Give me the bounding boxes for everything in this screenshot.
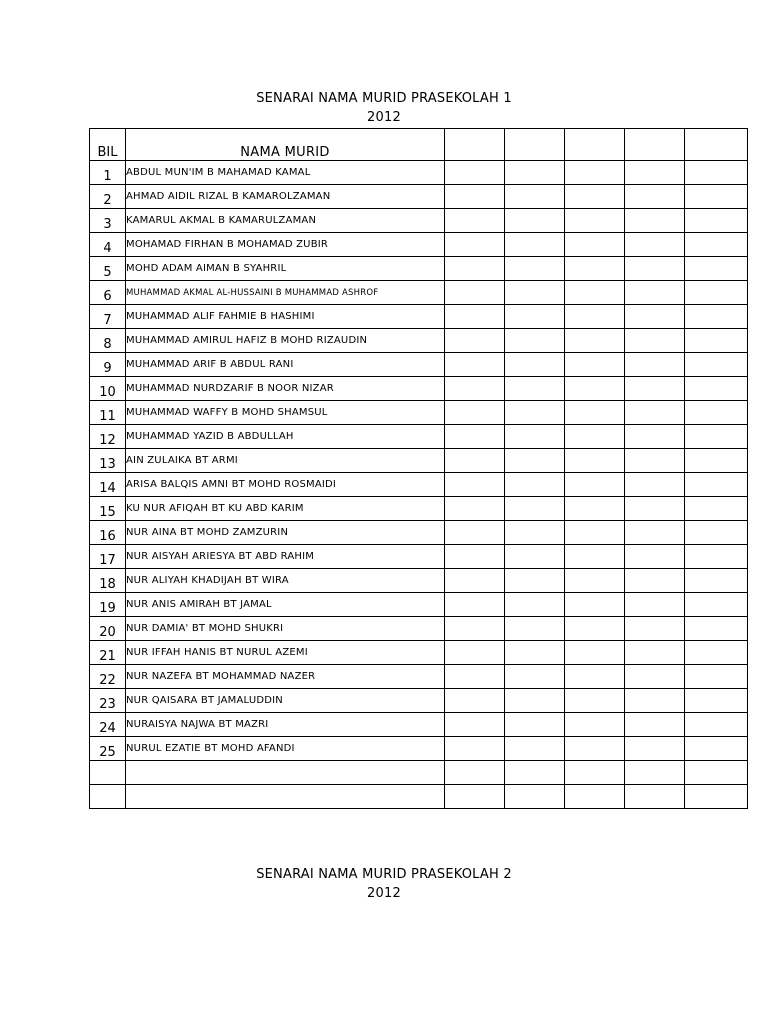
- blank-entry-cell: [625, 497, 685, 521]
- blank-entry-cell: [445, 305, 505, 329]
- blank-entry-cell: [445, 449, 505, 473]
- blank-entry-cell: [625, 185, 685, 209]
- blank-entry-cell: [625, 785, 685, 809]
- blank-entry-cell: [685, 161, 748, 185]
- bil-cell: 22: [90, 665, 126, 689]
- blank-entry-cell: [445, 401, 505, 425]
- blank-entry-cell: [505, 353, 565, 377]
- blank-entry-cell: [685, 185, 748, 209]
- blank-entry-cell: [625, 689, 685, 713]
- blank-entry-cell: [445, 641, 505, 665]
- blank-entry-cell: [625, 473, 685, 497]
- blank-entry-cell: [565, 185, 625, 209]
- table-row: [90, 377, 748, 401]
- blank-entry-cell: [445, 161, 505, 185]
- blank-entry-cell: [625, 233, 685, 257]
- bil-cell: 1: [90, 161, 126, 185]
- blank-entry-cell: [685, 377, 748, 401]
- blank-entry-cell: [565, 497, 625, 521]
- blank-entry-cell: [685, 569, 748, 593]
- student-name-cell: MUHAMMAD AKMAL AL-HUSSAINI B MUHAMMAD ASHROF: [126, 281, 445, 305]
- bil-cell: 24: [90, 713, 126, 737]
- blank-entry-cell: [685, 281, 748, 305]
- blank-entry-cell: [685, 233, 748, 257]
- table-row: [90, 233, 748, 257]
- table-row: [90, 761, 748, 785]
- table-row: [90, 713, 748, 737]
- blank-column-header: [505, 129, 565, 161]
- blank-entry-cell: [445, 353, 505, 377]
- blank-entry-cell: [445, 377, 505, 401]
- blank-entry-cell: [685, 641, 748, 665]
- blank-entry-cell: [505, 545, 565, 569]
- bil-column-header: BIL: [90, 129, 126, 161]
- blank-entry-cell: [445, 329, 505, 353]
- blank-entry-cell: [565, 689, 625, 713]
- student-name-cell: MOHAMAD FIRHAN B MOHAMAD ZUBIR: [126, 233, 445, 257]
- blank-entry-cell: [685, 521, 748, 545]
- blank-entry-cell: [505, 737, 565, 761]
- student-name-cell: KAMARUL AKMAL B KAMARULZAMAN: [126, 209, 445, 233]
- bil-cell: 12: [90, 425, 126, 449]
- blank-entry-cell: [445, 569, 505, 593]
- blank-entry-cell: [625, 425, 685, 449]
- blank-entry-cell: [565, 377, 625, 401]
- student-name-cell: NURAISYA NAJWA BT MAZRI: [126, 713, 445, 737]
- roster-title-prasekolah-2: [0, 865, 768, 903]
- blank-entry-cell: [565, 233, 625, 257]
- blank-entry-cell: [505, 281, 565, 305]
- bil-cell: 15: [90, 497, 126, 521]
- blank-entry-cell: [685, 689, 748, 713]
- blank-entry-cell: [625, 569, 685, 593]
- blank-entry-cell: [505, 641, 565, 665]
- nama-murid-column-header: NAMA MURID: [126, 129, 445, 161]
- bil-cell: 17: [90, 545, 126, 569]
- title-year: 2012: [367, 886, 401, 901]
- roster-title-prasekolah-1: [0, 89, 768, 127]
- blank-entry-cell: [565, 425, 625, 449]
- bil-cell: 9: [90, 353, 126, 377]
- blank-column-header: [565, 129, 625, 161]
- table-row: [90, 473, 748, 497]
- blank-entry-cell: [445, 617, 505, 641]
- student-name-cell: NURUL EZATIE BT MOHD AFANDI: [126, 737, 445, 761]
- blank-entry-cell: [565, 401, 625, 425]
- bil-cell: 10: [90, 377, 126, 401]
- blank-entry-cell: [625, 161, 685, 185]
- student-name-cell: NUR ANIS AMIRAH BT JAMAL: [126, 593, 445, 617]
- blank-entry-cell: [685, 497, 748, 521]
- blank-entry-cell: [565, 305, 625, 329]
- blank-entry-cell: [445, 761, 505, 785]
- bil-cell: 3: [90, 209, 126, 233]
- blank-entry-cell: [445, 713, 505, 737]
- blank-entry-cell: [625, 329, 685, 353]
- blank-entry-cell: [565, 641, 625, 665]
- blank-entry-cell: [685, 329, 748, 353]
- student-name-cell: MUHAMMAD AMIRUL HAFIZ B MOHD RIZAUDIN: [126, 329, 445, 353]
- student-name-cell: ARISA BALQIS AMNI BT MOHD ROSMAIDI: [126, 473, 445, 497]
- blank-entry-cell: [505, 569, 565, 593]
- student-roster-table: [89, 128, 748, 809]
- blank-entry-cell: [565, 713, 625, 737]
- table-row: [90, 425, 748, 449]
- blank-entry-cell: [565, 785, 625, 809]
- student-name-cell: [126, 785, 445, 809]
- table-row: [90, 353, 748, 377]
- blank-entry-cell: [565, 449, 625, 473]
- blank-entry-cell: [505, 233, 565, 257]
- title-line: SENARAI NAMA MURID PRASEKOLAH 1: [256, 91, 512, 106]
- blank-entry-cell: [565, 761, 625, 785]
- student-name-cell: NUR NAZEFA BT MOHAMMAD NAZER: [126, 665, 445, 689]
- blank-column-header: [685, 129, 748, 161]
- bil-cell: 7: [90, 305, 126, 329]
- table-row: [90, 329, 748, 353]
- table-row: [90, 545, 748, 569]
- blank-entry-cell: [505, 593, 565, 617]
- blank-entry-cell: [625, 377, 685, 401]
- blank-entry-cell: [625, 305, 685, 329]
- table-row: [90, 641, 748, 665]
- blank-entry-cell: [505, 305, 565, 329]
- blank-entry-cell: [505, 473, 565, 497]
- blank-column-header: [445, 129, 505, 161]
- blank-entry-cell: [565, 329, 625, 353]
- student-name-cell: MOHD ADAM AIMAN B SYAHRIL: [126, 257, 445, 281]
- blank-entry-cell: [685, 425, 748, 449]
- blank-entry-cell: [445, 785, 505, 809]
- blank-entry-cell: [685, 353, 748, 377]
- table-row: [90, 617, 748, 641]
- blank-column-header: [625, 129, 685, 161]
- table-row: [90, 305, 748, 329]
- roster-body: [90, 161, 748, 809]
- blank-entry-cell: [685, 449, 748, 473]
- blank-entry-cell: [565, 569, 625, 593]
- student-name-cell: NUR AINA BT MOHD ZAMZURIN: [126, 521, 445, 545]
- blank-entry-cell: [565, 161, 625, 185]
- title-line: SENARAI NAMA MURID PRASEKOLAH 2: [256, 867, 512, 882]
- blank-entry-cell: [685, 665, 748, 689]
- blank-entry-cell: [565, 665, 625, 689]
- blank-entry-cell: [445, 545, 505, 569]
- blank-entry-cell: [565, 593, 625, 617]
- blank-entry-cell: [505, 761, 565, 785]
- blank-entry-cell: [505, 257, 565, 281]
- blank-entry-cell: [505, 401, 565, 425]
- blank-entry-cell: [505, 689, 565, 713]
- table-row: [90, 185, 748, 209]
- bil-cell: 16: [90, 521, 126, 545]
- blank-entry-cell: [625, 761, 685, 785]
- blank-entry-cell: [445, 233, 505, 257]
- blank-entry-cell: [625, 353, 685, 377]
- table-row: [90, 497, 748, 521]
- blank-entry-cell: [565, 521, 625, 545]
- student-name-cell: NUR IFFAH HANIS BT NURUL AZEMI: [126, 641, 445, 665]
- student-name-cell: MUHAMMAD ALIF FAHMIE B HASHIMI: [126, 305, 445, 329]
- table-row: [90, 737, 748, 761]
- blank-entry-cell: [625, 545, 685, 569]
- blank-entry-cell: [685, 305, 748, 329]
- blank-entry-cell: [565, 737, 625, 761]
- blank-entry-cell: [505, 449, 565, 473]
- student-name-cell: [126, 761, 445, 785]
- blank-entry-cell: [625, 449, 685, 473]
- blank-entry-cell: [685, 785, 748, 809]
- blank-entry-cell: [445, 497, 505, 521]
- blank-entry-cell: [625, 617, 685, 641]
- blank-entry-cell: [625, 521, 685, 545]
- blank-entry-cell: [685, 473, 748, 497]
- student-name-cell: NUR AISYAH ARIESYA BT ABD RAHIM: [126, 545, 445, 569]
- student-name-cell: MUHAMMAD YAZID B ABDULLAH: [126, 425, 445, 449]
- blank-entry-cell: [445, 665, 505, 689]
- bil-cell: 8: [90, 329, 126, 353]
- blank-entry-cell: [625, 257, 685, 281]
- table-row: [90, 161, 748, 185]
- blank-entry-cell: [565, 257, 625, 281]
- blank-entry-cell: [685, 617, 748, 641]
- student-name-cell: AIN ZULAIKA BT ARMI: [126, 449, 445, 473]
- bil-cell: 23: [90, 689, 126, 713]
- blank-entry-cell: [625, 281, 685, 305]
- student-name-cell: AHMAD AIDIL RIZAL B KAMAROLZAMAN: [126, 185, 445, 209]
- student-name-cell: NUR QAISARA BT JAMALUDDIN: [126, 689, 445, 713]
- bil-cell: 2: [90, 185, 126, 209]
- blank-entry-cell: [685, 761, 748, 785]
- student-name-cell: NUR ALIYAH KHADIJAH BT WIRA: [126, 569, 445, 593]
- bil-cell: 6: [90, 281, 126, 305]
- student-name-cell: KU NUR AFIQAH BT KU ABD KARIM: [126, 497, 445, 521]
- bil-cell: 21: [90, 641, 126, 665]
- table-row: [90, 209, 748, 233]
- blank-entry-cell: [565, 473, 625, 497]
- blank-entry-cell: [505, 161, 565, 185]
- blank-entry-cell: [445, 521, 505, 545]
- blank-entry-cell: [565, 617, 625, 641]
- table-row: [90, 785, 748, 809]
- blank-entry-cell: [445, 185, 505, 209]
- blank-entry-cell: [685, 209, 748, 233]
- blank-entry-cell: [505, 209, 565, 233]
- blank-entry-cell: [445, 425, 505, 449]
- blank-entry-cell: [565, 281, 625, 305]
- blank-entry-cell: [505, 425, 565, 449]
- blank-entry-cell: [505, 785, 565, 809]
- blank-entry-cell: [505, 185, 565, 209]
- blank-entry-cell: [445, 737, 505, 761]
- blank-entry-cell: [685, 545, 748, 569]
- table-row: [90, 593, 748, 617]
- bil-cell: [90, 761, 126, 785]
- blank-entry-cell: [565, 353, 625, 377]
- blank-entry-cell: [625, 713, 685, 737]
- blank-entry-cell: [445, 257, 505, 281]
- student-name-cell: MUHAMMAD NURDZARIF B NOOR NIZAR: [126, 377, 445, 401]
- blank-entry-cell: [625, 209, 685, 233]
- blank-entry-cell: [505, 377, 565, 401]
- blank-entry-cell: [505, 713, 565, 737]
- blank-entry-cell: [625, 401, 685, 425]
- blank-entry-cell: [445, 593, 505, 617]
- blank-entry-cell: [685, 713, 748, 737]
- blank-entry-cell: [625, 737, 685, 761]
- table-row: [90, 257, 748, 281]
- bil-cell: 19: [90, 593, 126, 617]
- blank-entry-cell: [505, 521, 565, 545]
- bil-cell: 25: [90, 737, 126, 761]
- bil-cell: 13: [90, 449, 126, 473]
- blank-entry-cell: [685, 737, 748, 761]
- table-header-row: [90, 129, 748, 161]
- blank-entry-cell: [565, 545, 625, 569]
- student-name-cell: MUHAMMAD WAFFY B MOHD SHAMSUL: [126, 401, 445, 425]
- student-name-cell: ABDUL MUN'IM B MAHAMAD KAMAL: [126, 161, 445, 185]
- bil-cell: 4: [90, 233, 126, 257]
- table-row: [90, 569, 748, 593]
- blank-entry-cell: [445, 281, 505, 305]
- table-row: [90, 689, 748, 713]
- student-name-cell: MUHAMMAD ARIF B ABDUL RANI: [126, 353, 445, 377]
- table-row: [90, 281, 748, 305]
- bil-cell: [90, 785, 126, 809]
- table-row: [90, 449, 748, 473]
- student-name-cell: NUR DAMIA' BT MOHD SHUKRI: [126, 617, 445, 641]
- blank-entry-cell: [685, 593, 748, 617]
- blank-entry-cell: [625, 593, 685, 617]
- bil-cell: 5: [90, 257, 126, 281]
- blank-entry-cell: [505, 497, 565, 521]
- blank-entry-cell: [445, 473, 505, 497]
- title-year: 2012: [367, 110, 401, 125]
- blank-entry-cell: [445, 689, 505, 713]
- bil-cell: 14: [90, 473, 126, 497]
- table-row: [90, 665, 748, 689]
- blank-entry-cell: [625, 641, 685, 665]
- table-row: [90, 521, 748, 545]
- blank-entry-cell: [565, 209, 625, 233]
- bil-cell: 11: [90, 401, 126, 425]
- blank-entry-cell: [445, 209, 505, 233]
- table-row: [90, 401, 748, 425]
- blank-entry-cell: [685, 401, 748, 425]
- bil-cell: 20: [90, 617, 126, 641]
- blank-entry-cell: [505, 329, 565, 353]
- blank-entry-cell: [505, 665, 565, 689]
- blank-entry-cell: [505, 617, 565, 641]
- blank-entry-cell: [625, 665, 685, 689]
- bil-cell: 18: [90, 569, 126, 593]
- blank-entry-cell: [685, 257, 748, 281]
